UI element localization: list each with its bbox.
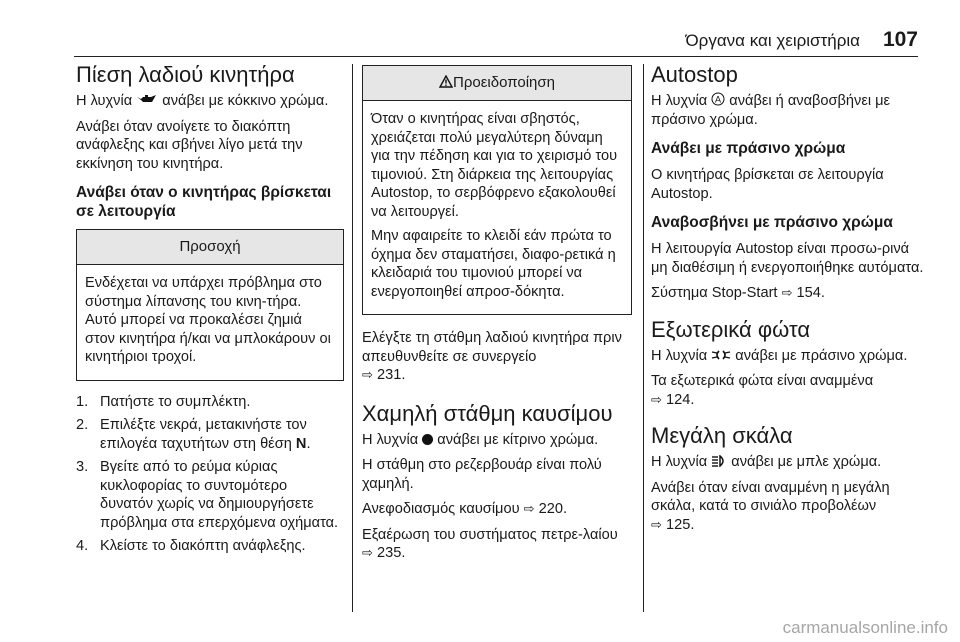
section-heading-low-fuel: Χαμηλή στάθμη καυσίμου — [362, 400, 613, 426]
warning-title: Προειδοποίηση — [453, 74, 555, 91]
autostop-flashing-text: Η λειτουργία Autostop είναι προσω-ρινά μη διαθέσιμη ή ενεργοποιήθηκε αυτόματα. — [651, 241, 924, 276]
column-3 — [651, 62, 926, 541]
header-rule — [74, 56, 918, 57]
page-ref-link[interactable]: 231. — [376, 367, 406, 383]
page-ref-link[interactable]: 125. — [665, 516, 695, 533]
section-heading-high-beam: Μεγάλη σκάλα — [651, 423, 793, 448]
exterior-lights-on-paragraph: Τα εξωτερικά φώτα είναι αναμμένα ⇨ 124. — [651, 373, 874, 408]
oil-lamp-description: Ανάβει όταν ανοίγετε το διακόπτη ανάφλεξης και σβήνει λίγο μετά την εκκίνηση του κινητήρα. — [76, 118, 303, 172]
high-beam-icon — [711, 455, 727, 467]
high-beam-lamp-paragraph: Η λυχνία ανάβει με μπλε χρώμα. — [651, 454, 882, 470]
warning-text-2: Μην αφαιρείτε το κλειδί εάν πρώτα το όχημα δεν σταματήσει, διαφο-ρετικά η κλειδαριά του τιμονιού μπορεί να ενεργοποιηθεί απροσ-δόκητα. — [371, 228, 616, 300]
high-beam-on-paragraph: Ανάβει όταν είναι αναμμένη η μεγάλη σκάλα, κατά το σινιάλο προβολέων ⇨ 125. — [651, 479, 890, 533]
header-title: Όργανα και χειριστήρια — [685, 31, 860, 50]
page-ref-link[interactable]: 235. — [376, 545, 406, 561]
fuel-lamp-paragraph: Η λυχνία ανάβει με κίτρινο χρώμα. — [362, 431, 599, 448]
fuel-dot-icon — [422, 434, 433, 445]
page-ref-arrow-icon: ⇨ — [781, 285, 793, 300]
section-heading-exterior-lights: Εξωτερικά φώτα — [651, 316, 811, 342]
caution-text: Ενδέχεται να υπάρχει πρόβλημα στο σύστημα λίπανσης του κινη-τήρα. Αυτό μπορεί να προκαλέσει ζημιά στον κινητήρα ή/και να μπλοκάρουν οι κινητήριοι τροχοί. — [85, 275, 331, 365]
page-header — [0, 0, 960, 56]
autostop-on-text: Ο κινητήρας βρίσκεται σε λειτουργία Autostop. — [651, 167, 884, 202]
page-ref-arrow-icon: ⇨ — [523, 501, 535, 516]
page-number: 107 — [882, 28, 918, 51]
page-ref-arrow-icon: ⇨ — [362, 367, 373, 382]
page-ref-arrow-icon: ⇨ — [362, 545, 373, 560]
oil-can-icon — [136, 94, 158, 106]
caution-box — [76, 229, 344, 381]
exterior-lamp-paragraph: Η λυχνία ανάβει με πράσινο χρώμα. — [651, 347, 908, 364]
warning-box — [362, 65, 632, 315]
list-item: 2. Επιλέξτε νεκρά, μετακινήστε τον επιλογέα ταχυτήτων στη θέση N. — [76, 417, 311, 452]
column-divider-1 — [352, 64, 353, 612]
column-divider-2 — [643, 64, 644, 612]
stop-start-ref: Σύστημα Stop-Start ⇨ 154. — [651, 285, 825, 301]
oil-lamp-paragraph: Η λυχνία ανάβει με κόκκινο χρώμα. — [76, 93, 329, 109]
svg-text:A: A — [715, 94, 722, 105]
warning-triangle-icon — [439, 75, 453, 88]
column-2 — [362, 62, 632, 570]
page-ref-link[interactable]: 154. — [796, 285, 825, 301]
subheading-green-on: Ανάβει με πράσινο χρώμα — [651, 140, 846, 157]
steps-list — [76, 393, 344, 556]
section-heading-oil-pressure: Πίεση λαδιού κινητήρα — [76, 62, 295, 87]
page-ref-arrow-icon: ⇨ — [651, 391, 662, 407]
warning-text-1: Όταν ο κινητήρας είναι σβηστός, χρειάζεται πολύ μεγαλύτερη δύναμη για την πέδηση και για το χειρισμό του τιμονιού. Στη διάρκεια της λειτουργίας Autostop, το σερβόφρενο εξακολουθεί να λειτουργεί. — [371, 111, 618, 220]
list-item: 4. Κλείστε το διακόπτη ανάφλεξης. — [76, 538, 306, 554]
page-ref-link[interactable]: 124. — [665, 391, 695, 408]
subheading-engine-running: Ανάβει όταν ο κινητήρας βρίσκεται σε λειτουργία — [76, 184, 332, 220]
column-1 — [76, 62, 344, 561]
fuel-level-paragraph: Η στάθμη στο ρεζερβουάρ είναι πολύ χαμηλή. — [362, 457, 602, 492]
exterior-lights-icon — [711, 349, 731, 361]
autostop-lamp-paragraph: Η λυχνία A ανάβει ή αναβοσβήνει με πράσινο χρώμα. — [651, 93, 891, 128]
autostop-a-icon — [711, 92, 725, 106]
check-oil-paragraph: Ελέγξτε τη στάθμη λαδιού κινητήρα πριν απευθυνθείτε σε συνεργείο ⇨ 231. — [362, 330, 622, 383]
list-item: 1. Πατήστε το συμπλέκτη. — [76, 393, 251, 410]
list-item: 3. Βγείτε από το ρεύμα κύριας κυκλοφορίας το συντομότερο δυνατόν χωρίς να δημιουργήσετε πρόβλημα στα επερχόμενα οχήματα. — [76, 459, 339, 531]
refuel-paragraph: Ανεφοδιασμός καυσίμου ⇨ 220. — [362, 501, 568, 517]
caution-title: Προσοχή — [77, 230, 343, 265]
bleed-paragraph: Εξαέρωση του συστήματος πετρε-λαίου ⇨ 235. — [362, 526, 618, 561]
page-ref-arrow-icon: ⇨ — [651, 516, 662, 532]
page-ref-link[interactable]: 220. — [538, 501, 568, 517]
subheading-green-flashing: Αναβοσβήνει με πράσινο χρώμα — [651, 214, 893, 231]
watermark: carmanualsonline.info — [782, 618, 948, 637]
warning-header — [363, 66, 631, 101]
section-heading-autostop: Autostop — [651, 62, 738, 87]
